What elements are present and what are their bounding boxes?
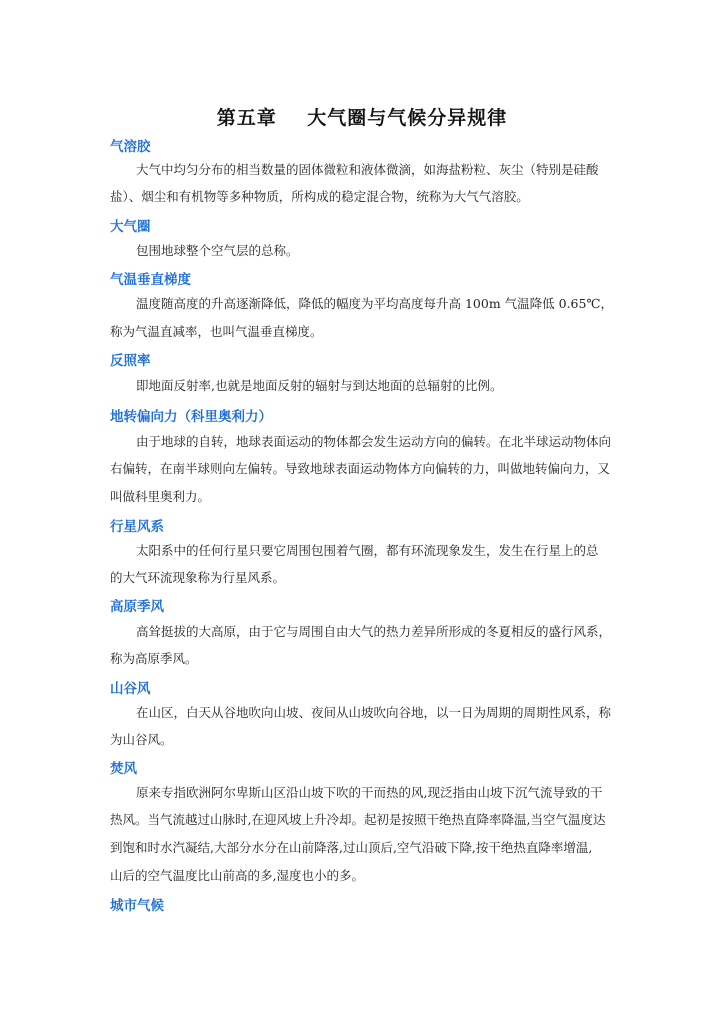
definition-line: 为山谷风。 — [110, 732, 173, 747]
definition-line: 叫做科里奥利力。 — [110, 489, 211, 504]
definition-line: 到饱和时水汽凝结,大部分水分在山前降落,过山顶后,空气沿破下降,按干绝热直降率增温, — [110, 840, 593, 855]
term-heading: 高原季风 — [110, 599, 164, 615]
definition-line: 在山区，白天从谷地吹向山坡、夜间从山坡吹向谷地，以一日为周期的周期性风系，称 — [136, 705, 612, 720]
definition-line: 太阳系中的任何行星只要它周围包围着气圈，都有环流现象发生，发生在行星上的总 — [136, 543, 599, 558]
term-heading: 焚风 — [110, 761, 137, 777]
definition-line: 高耸挺拔的大高原，由于它与周围自由大气的热力差异所形成的冬夏相反的盛行风系， — [136, 624, 612, 639]
definition-line: 温度随高度的升高逐渐降低，降低的幅度为平均高度每升高 100m 气温降低 0.65℃， — [136, 296, 613, 311]
term-heading: 气温垂直梯度 — [110, 272, 191, 288]
definition-line: 大气中均匀分布的相当数量的固体微粒和液体微滴，如海盐粉粒、灰尘（特别是硅酸 — [136, 162, 599, 177]
definition-line: 称为高原季风。 — [110, 651, 198, 666]
term-heading: 行星风系 — [110, 519, 164, 535]
definition-line: 右偏转，在南半球则向左偏转。导致地球表面运动物体方向偏转的力，叫做地转偏向力，又 — [110, 461, 611, 476]
definition-line: 包围地球整个空气层的总称。 — [136, 243, 299, 258]
definition-line: 由于地球的自转，地球表面运动的物体都会发生运动方向的偏转。在北半球运动物体向 — [136, 434, 612, 449]
definition-line: 山后的空气温度比山前高的多,湿度也小的多。 — [110, 868, 364, 883]
term-heading: 大气圈 — [110, 219, 151, 235]
term-heading: 山谷风 — [110, 681, 151, 697]
definition-line: 称为气温直减率，也叫气温垂直梯度。 — [110, 324, 323, 339]
chapter-title: 第五章 大气圈与气候分异规律 — [216, 107, 508, 129]
definition-line: 原来专指欧洲阿尔卑斯山区沿山坡下吹的干而热的风,现泛指由山坡下沉气流导致的干 — [136, 785, 603, 800]
definition-line: 盐）、烟尘和有机物等多种物质，所构成的稳定混合物，统称为大气气溶胶。 — [110, 189, 529, 204]
definition-line: 的大气环流现象称为行星风系。 — [110, 570, 286, 585]
term-heading: 城市气候 — [110, 898, 164, 914]
term-heading: 气溶胶 — [110, 139, 151, 155]
term-heading: 地转偏向力（科里奥利力） — [110, 409, 272, 425]
term-heading: 反照率 — [110, 353, 151, 369]
definition-line: 热风。当气流越过山脉时,在迎风坡上升冷却。起初是按照干绝热直降率降温,当空气温度达 — [110, 812, 606, 827]
definition-line: 即地面反射率,也就是地面反射的辐射与到达地面的总辐射的比例。 — [136, 378, 503, 393]
